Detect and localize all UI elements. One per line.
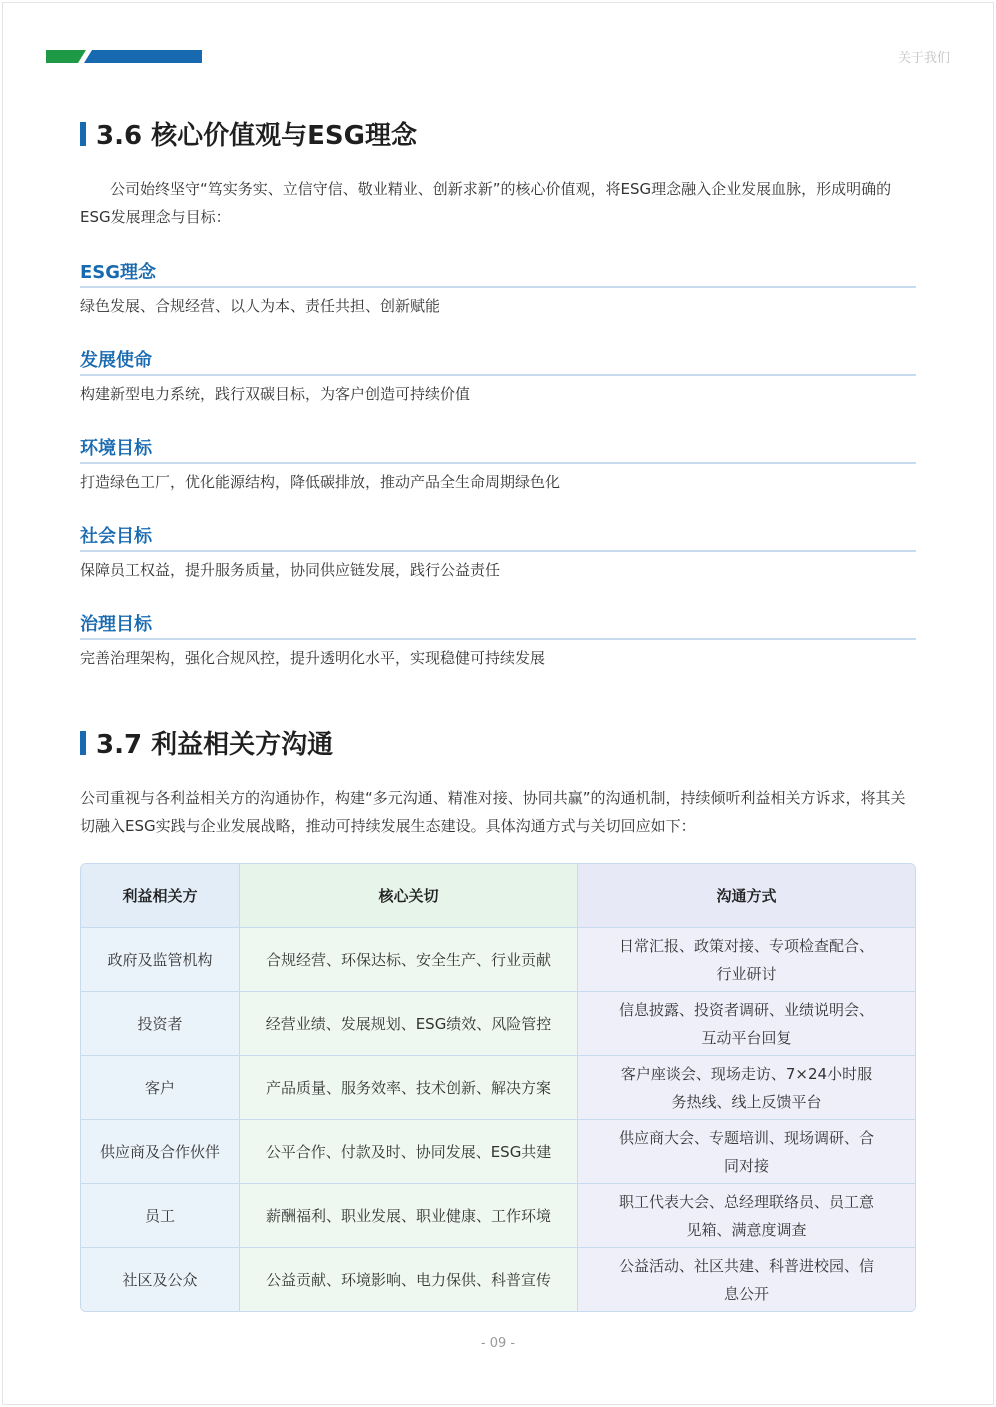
cell-methods-text: 供应商大会、专题培训、现场调研、合同对接 bbox=[618, 1128, 874, 1175]
concept-mission bbox=[80, 347, 916, 405]
cell-stakeholder: 社区及公众 bbox=[81, 1248, 240, 1311]
cell-methods bbox=[578, 992, 915, 1056]
title-marker bbox=[80, 731, 86, 755]
column-header-methods: 沟通方式 bbox=[578, 864, 915, 928]
concept-text: 绿色发展、合规经营、以人为本、责任共担、创新赋能 bbox=[80, 297, 441, 315]
cell-concerns: 公平合作、付款及时、协同发展、ESG共建 bbox=[240, 1120, 578, 1184]
concept-title: 环境目标 bbox=[80, 435, 916, 464]
concept-esg bbox=[80, 259, 916, 317]
cell-concerns: 合规经营、环保达标、安全生产、行业贡献 bbox=[240, 928, 578, 992]
cell-concerns: 产品质量、服务效率、技术创新、解决方案 bbox=[240, 1056, 578, 1120]
section-title-3-7 bbox=[80, 724, 333, 761]
concept-title: ESG理念 bbox=[80, 259, 916, 288]
cell-methods bbox=[578, 1120, 915, 1184]
cell-stakeholder: 投资者 bbox=[81, 992, 240, 1056]
cell-methods-text: 日常汇报、政策对接、专项检查配合、行业研讨 bbox=[618, 936, 874, 983]
page-number: - 09 - bbox=[480, 1336, 516, 1351]
concept-text: 完善治理架构，强化合规风控，提升透明化水平，实现稳健可持续发展 bbox=[80, 649, 546, 667]
cell-concerns: 经营业绩、发展规划、ESG绩效、风险管控 bbox=[240, 992, 578, 1056]
concept-social bbox=[80, 523, 916, 581]
section-title-3-6 bbox=[80, 115, 417, 152]
stakeholder-table bbox=[80, 863, 916, 1312]
section-title-text: 3.6 核心价值观与ESG理念 bbox=[96, 121, 417, 151]
cell-methods bbox=[578, 1248, 915, 1311]
cell-stakeholder: 员工 bbox=[81, 1184, 240, 1248]
cell-methods-text: 职工代表大会、总经理联络员、员工意见箱、满意度调查 bbox=[618, 1192, 874, 1239]
table-header-row bbox=[81, 864, 915, 928]
header-decor-green bbox=[46, 50, 86, 63]
cell-stakeholder: 客户 bbox=[81, 1056, 240, 1120]
section-title-text: 3.7 利益相关方沟通 bbox=[96, 730, 334, 760]
header-decor-blue bbox=[84, 50, 202, 63]
concept-text: 保障员工权益，提升服务质量，协同供应链发展，践行公益责任 bbox=[80, 561, 501, 579]
section-intro-3-7: 公司重视与各利益相关方的沟通协作，构建“多元沟通、精准对接、协同共赢”的沟通机制，持续倾听利益相关方诉求，将其关切融入ESG实践与企业发展战略，推动可持续发展生态建设。具体沟通方式与关切回应如下： bbox=[80, 789, 906, 835]
column-header-stakeholder: 利益相关方 bbox=[81, 864, 240, 928]
concept-environment bbox=[80, 435, 916, 493]
cell-stakeholder: 政府及监管机构 bbox=[81, 928, 240, 992]
table-row bbox=[81, 928, 915, 992]
cell-concerns: 公益贡献、环境影响、电力保供、科普宣传 bbox=[240, 1248, 578, 1311]
concept-text: 构建新型电力系统，践行双碳目标，为客户创造可持续价值 bbox=[80, 385, 471, 403]
cell-methods bbox=[578, 1184, 915, 1248]
header-label: 关于我们 bbox=[897, 51, 950, 66]
concept-title: 发展使命 bbox=[80, 347, 916, 376]
cell-methods-text: 信息披露、投资者调研、业绩说明会、互动平台回复 bbox=[618, 1000, 874, 1047]
table-row bbox=[81, 1120, 915, 1184]
cell-methods bbox=[578, 928, 915, 992]
table-row bbox=[81, 992, 915, 1056]
section-intro-3-6: 公司始终坚守“笃实务实、立信守信、敬业精业、创新求新”的核心价值观，将ESG理念融入企业发展血脉，形成明确的ESG发展理念与目标： bbox=[80, 180, 892, 226]
cell-concerns: 薪酬福利、职业发展、职业健康、工作环境 bbox=[240, 1184, 578, 1248]
cell-methods-text: 公益活动、社区共建、科普进校园、信息公开 bbox=[618, 1256, 874, 1303]
cell-stakeholder: 供应商及合作伙伴 bbox=[81, 1120, 240, 1184]
concept-text: 打造绿色工厂，优化能源结构，降低碳排放，推动产品全生命周期绿色化 bbox=[80, 473, 561, 491]
concept-title: 治理目标 bbox=[80, 611, 916, 640]
concept-governance bbox=[80, 611, 916, 669]
title-marker bbox=[80, 122, 86, 146]
table-row bbox=[81, 1056, 915, 1120]
table-row bbox=[81, 1184, 915, 1248]
concept-title: 社会目标 bbox=[80, 523, 916, 552]
table-row bbox=[81, 1248, 915, 1311]
column-header-concerns: 核心关切 bbox=[240, 864, 578, 928]
cell-methods-text: 客户座谈会、现场走访、7×24小时服务热线、线上反馈平台 bbox=[620, 1064, 873, 1111]
cell-methods bbox=[578, 1056, 915, 1120]
